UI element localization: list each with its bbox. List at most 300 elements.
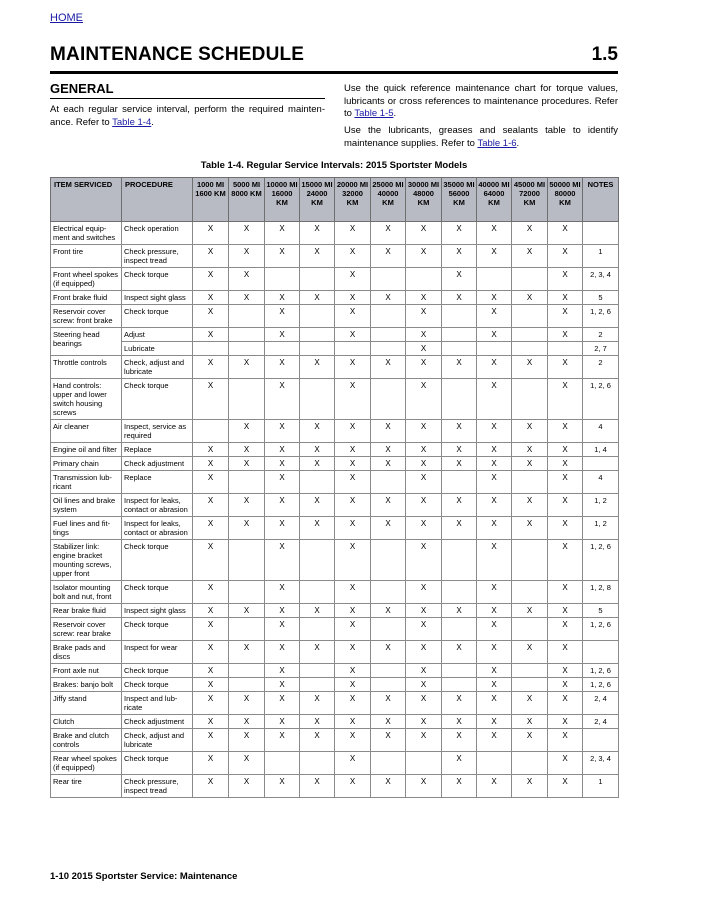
interval-cell: [442, 540, 477, 581]
interval-cell: X: [406, 328, 442, 342]
interval-cell: X: [193, 291, 229, 305]
interval-cell: [193, 342, 229, 356]
interval-cell: X: [335, 729, 371, 752]
interval-cell: X: [442, 268, 477, 291]
interval-cell: X: [442, 517, 477, 540]
interval-cell: X: [193, 222, 229, 245]
interval-cell: X: [442, 752, 477, 775]
interval-cell: X: [265, 328, 300, 342]
interval-cell: X: [335, 356, 371, 379]
interval-cell: X: [193, 604, 229, 618]
interval-cell: X: [442, 420, 477, 443]
interval-cell: X: [300, 715, 335, 729]
notes-cell: 5: [583, 291, 619, 305]
interval-cell: X: [300, 420, 335, 443]
interval-cell: X: [406, 678, 442, 692]
interval-cell: X: [300, 356, 335, 379]
interval-cell: X: [193, 328, 229, 342]
procedure-cell: Inspect for leaks, contact or abrasion: [122, 517, 193, 540]
interval-cell: X: [300, 641, 335, 664]
notes-cell: 1, 2, 6: [583, 618, 619, 641]
interval-cell: [229, 618, 265, 641]
procedure-cell: Lubricate: [122, 342, 193, 356]
notes-cell: 1, 2: [583, 494, 619, 517]
interval-cell: X: [406, 379, 442, 420]
table-row: [51, 356, 619, 379]
notes-cell: 1: [583, 245, 619, 268]
procedure-cell: Check torque: [122, 379, 193, 420]
interval-cell: X: [548, 752, 583, 775]
interval-cell: X: [371, 715, 406, 729]
item-serviced-cell: Rear wheel spokes (if equipped): [51, 752, 122, 775]
notes-cell: 1, 2, 6: [583, 540, 619, 581]
interval-cell: X: [477, 222, 512, 245]
interval-cell: [442, 471, 477, 494]
interval-cell: [265, 342, 300, 356]
interval-cell: X: [193, 729, 229, 752]
interval-cell: X: [406, 715, 442, 729]
interval-cell: X: [265, 715, 300, 729]
interval-cell: X: [229, 291, 265, 305]
interval-cell: X: [406, 222, 442, 245]
interval-cell: X: [193, 245, 229, 268]
interval-cell: X: [548, 775, 583, 798]
interval-cell: X: [512, 291, 548, 305]
interval-cell: [300, 540, 335, 581]
table-row: [51, 752, 619, 775]
interval-cell: X: [265, 678, 300, 692]
procedure-cell: Inspect sight glass: [122, 291, 193, 305]
general-paragraph-right-2: Use the lubricants, greases and sealants table to identify maintenance supplies. Refer to Table 1-6.: [344, 125, 618, 149]
table-row: [51, 457, 619, 471]
interval-cell: X: [406, 356, 442, 379]
interval-cell: X: [442, 729, 477, 752]
interval-cell: X: [371, 356, 406, 379]
interval-cell: X: [335, 222, 371, 245]
interval-cell: X: [229, 604, 265, 618]
interval-cell: X: [265, 494, 300, 517]
header-rule: [50, 71, 618, 74]
interval-cell: X: [229, 729, 265, 752]
page-title: MAINTENANCE SCHEDULE: [50, 44, 305, 65]
column-header: 50000 MI 80000 KM: [548, 178, 583, 222]
interval-cell: X: [477, 678, 512, 692]
notes-cell: 2, 4: [583, 715, 619, 729]
interval-cell: X: [265, 291, 300, 305]
interval-cell: X: [229, 443, 265, 457]
table-row: [51, 775, 619, 798]
item-serviced-cell: Oil lines and brake system: [51, 494, 122, 517]
table-1-6-link[interactable]: Table 1-6: [477, 137, 517, 149]
interval-cell: X: [512, 356, 548, 379]
interval-cell: X: [265, 471, 300, 494]
interval-cell: X: [371, 775, 406, 798]
interval-cell: X: [193, 692, 229, 715]
interval-cell: X: [477, 356, 512, 379]
interval-cell: X: [477, 664, 512, 678]
interval-cell: X: [265, 641, 300, 664]
interval-cell: X: [406, 305, 442, 328]
interval-cell: X: [548, 245, 583, 268]
interval-cell: X: [406, 618, 442, 641]
interval-cell: [512, 342, 548, 356]
interval-cell: X: [442, 604, 477, 618]
interval-cell: X: [548, 517, 583, 540]
interval-cell: X: [193, 752, 229, 775]
interval-cell: X: [548, 678, 583, 692]
item-serviced-cell: Front brake fluid: [51, 291, 122, 305]
interval-cell: X: [512, 457, 548, 471]
interval-cell: X: [229, 715, 265, 729]
interval-cell: [442, 328, 477, 342]
interval-cell: [512, 581, 548, 604]
table-1-4-link[interactable]: Table 1-4: [112, 116, 152, 128]
interval-cell: X: [335, 494, 371, 517]
procedure-cell: Check torque: [122, 305, 193, 328]
interval-cell: X: [406, 291, 442, 305]
interval-cell: X: [477, 245, 512, 268]
interval-cell: [300, 342, 335, 356]
interval-cell: X: [335, 379, 371, 420]
interval-cell: X: [335, 664, 371, 678]
notes-cell: 2, 4: [583, 692, 619, 715]
interval-cell: [512, 471, 548, 494]
procedure-cell: Check, adjust and lubricate: [122, 729, 193, 752]
interval-cell: [371, 678, 406, 692]
notes-cell: [583, 457, 619, 471]
interval-cell: X: [335, 678, 371, 692]
notes-cell: 1, 2, 6: [583, 678, 619, 692]
interval-cell: X: [229, 245, 265, 268]
procedure-cell: Inspect for leaks, contact or abrasion: [122, 494, 193, 517]
interval-cell: X: [300, 775, 335, 798]
interval-cell: X: [265, 540, 300, 581]
interval-cell: X: [193, 356, 229, 379]
interval-cell: X: [229, 268, 265, 291]
interval-cell: X: [229, 775, 265, 798]
interval-cell: X: [229, 356, 265, 379]
interval-cell: X: [406, 443, 442, 457]
notes-cell: [583, 641, 619, 664]
interval-cell: X: [300, 729, 335, 752]
interval-cell: X: [371, 692, 406, 715]
item-serviced-cell: Air cleaner: [51, 420, 122, 443]
item-serviced-cell: Jiffy stand: [51, 692, 122, 715]
table-caption: Table 1-4. Regular Service Intervals: 2015 Sportster Models: [200, 160, 468, 171]
procedure-cell: Check adjustment: [122, 457, 193, 471]
notes-cell: 1, 2, 6: [583, 664, 619, 678]
interval-cell: X: [406, 775, 442, 798]
table-row: [51, 305, 619, 328]
interval-cell: X: [477, 471, 512, 494]
interval-cell: [229, 379, 265, 420]
interval-cell: [371, 752, 406, 775]
interval-cell: X: [548, 471, 583, 494]
page-footer: 1-10 2015 Sportster Service: Maintenance: [50, 871, 238, 882]
general-paragraph-left: At each regular service interval, perform the required mainten-ance. Refer to Table 1-4.: [50, 104, 325, 128]
interval-cell: X: [265, 222, 300, 245]
interval-cell: X: [512, 729, 548, 752]
interval-cell: [371, 342, 406, 356]
interval-cell: X: [406, 692, 442, 715]
item-serviced-cell: Fuel lines and fit-tings: [51, 517, 122, 540]
item-serviced-cell: Front wheel spokes (if equipped): [51, 268, 122, 291]
interval-cell: [300, 328, 335, 342]
table-row: [51, 715, 619, 729]
column-header: 1000 MI 1600 KM: [193, 178, 229, 222]
interval-cell: X: [193, 379, 229, 420]
interval-cell: X: [265, 443, 300, 457]
notes-cell: [583, 729, 619, 752]
interval-cell: [371, 664, 406, 678]
interval-cell: X: [548, 443, 583, 457]
interval-cell: X: [406, 729, 442, 752]
interval-cell: [371, 618, 406, 641]
procedure-cell: Check torque: [122, 678, 193, 692]
notes-cell: 1, 2, 6: [583, 379, 619, 420]
item-serviced-cell: Stabilizer link: engine bracket mounting screws, upper front: [51, 540, 122, 581]
interval-cell: X: [193, 457, 229, 471]
interval-cell: X: [477, 618, 512, 641]
interval-cell: [512, 305, 548, 328]
service-intervals-table: [50, 177, 619, 798]
procedure-cell: Check torque: [122, 664, 193, 678]
notes-cell: 2, 7: [583, 342, 619, 356]
interval-cell: [229, 664, 265, 678]
procedure-cell: Replace: [122, 443, 193, 457]
interval-cell: X: [548, 729, 583, 752]
interval-cell: X: [193, 678, 229, 692]
item-serviced-cell: Throttle controls: [51, 356, 122, 379]
interval-cell: X: [193, 443, 229, 457]
interval-cell: [229, 581, 265, 604]
procedure-cell: Check torque: [122, 581, 193, 604]
item-serviced-cell: Reservoir cover screw: front brake: [51, 305, 122, 328]
interval-cell: X: [371, 222, 406, 245]
interval-cell: X: [477, 715, 512, 729]
interval-cell: [229, 678, 265, 692]
interval-cell: X: [512, 604, 548, 618]
column-header: 15000 MI 24000 KM: [300, 178, 335, 222]
interval-cell: X: [477, 517, 512, 540]
item-serviced-cell: Transmission lub-ricant: [51, 471, 122, 494]
interval-cell: [229, 328, 265, 342]
column-header: PROCEDURE: [122, 178, 193, 222]
notes-cell: 4: [583, 471, 619, 494]
interval-cell: X: [406, 517, 442, 540]
interval-cell: [229, 471, 265, 494]
interval-cell: X: [335, 245, 371, 268]
interval-cell: X: [193, 494, 229, 517]
interval-cell: [300, 471, 335, 494]
interval-cell: X: [300, 494, 335, 517]
interval-cell: X: [265, 245, 300, 268]
interval-cell: X: [406, 457, 442, 471]
interval-cell: X: [548, 457, 583, 471]
interval-cell: X: [335, 291, 371, 305]
interval-cell: [442, 379, 477, 420]
page-header: [50, 44, 618, 70]
interval-cell: X: [229, 752, 265, 775]
procedure-cell: Check torque: [122, 618, 193, 641]
interval-cell: [442, 342, 477, 356]
item-serviced-cell: Clutch: [51, 715, 122, 729]
interval-cell: X: [442, 494, 477, 517]
interval-cell: X: [548, 618, 583, 641]
interval-cell: X: [265, 692, 300, 715]
interval-cell: [512, 752, 548, 775]
interval-cell: X: [371, 494, 406, 517]
interval-cell: [300, 678, 335, 692]
interval-cell: X: [371, 443, 406, 457]
procedure-cell: Check torque: [122, 752, 193, 775]
table-1-5-link[interactable]: Table 1-5: [354, 108, 394, 119]
item-serviced-cell: Brakes: banjo bolt: [51, 678, 122, 692]
interval-cell: X: [548, 222, 583, 245]
interval-cell: X: [512, 517, 548, 540]
section-number: 1.5: [591, 44, 618, 65]
interval-cell: X: [265, 604, 300, 618]
interval-cell: X: [193, 618, 229, 641]
interval-cell: [512, 379, 548, 420]
interval-cell: X: [548, 328, 583, 342]
procedure-cell: Inspect and lub-ricate: [122, 692, 193, 715]
column-header: 20000 MI 32000 KM: [335, 178, 371, 222]
column-header: NOTES: [583, 178, 619, 222]
procedure-cell: Adjust: [122, 328, 193, 342]
interval-cell: X: [335, 471, 371, 494]
interval-cell: X: [442, 641, 477, 664]
section-rule: [50, 98, 325, 99]
interval-cell: X: [300, 517, 335, 540]
interval-cell: X: [512, 420, 548, 443]
interval-cell: [300, 618, 335, 641]
column-header: 25000 MI 40000 KM: [371, 178, 406, 222]
interval-cell: [300, 664, 335, 678]
interval-cell: [300, 268, 335, 291]
table-row: [51, 328, 619, 342]
interval-cell: X: [512, 443, 548, 457]
interval-cell: X: [512, 494, 548, 517]
interval-cell: X: [477, 581, 512, 604]
interval-cell: X: [406, 664, 442, 678]
interval-cell: X: [477, 379, 512, 420]
notes-cell: 5: [583, 604, 619, 618]
interval-cell: X: [477, 729, 512, 752]
interval-cell: [512, 618, 548, 641]
interval-cell: [371, 471, 406, 494]
interval-cell: [512, 678, 548, 692]
interval-cell: X: [406, 420, 442, 443]
interval-cell: X: [265, 356, 300, 379]
item-serviced-cell: Steering head bearings: [51, 328, 122, 356]
interval-cell: X: [406, 540, 442, 581]
interval-cell: X: [193, 471, 229, 494]
table-row: [51, 291, 619, 305]
interval-cell: X: [335, 604, 371, 618]
table-header-row: [51, 178, 619, 222]
interval-cell: X: [229, 517, 265, 540]
item-serviced-cell: Rear tire: [51, 775, 122, 798]
column-header: ITEM SERVICED: [51, 178, 122, 222]
procedure-cell: Inspect sight glass: [122, 604, 193, 618]
procedure-cell: Check operation: [122, 222, 193, 245]
interval-cell: X: [229, 641, 265, 664]
interval-cell: X: [548, 379, 583, 420]
procedure-cell: Check, adjust and lubricate: [122, 356, 193, 379]
interval-cell: X: [335, 420, 371, 443]
interval-cell: X: [442, 222, 477, 245]
section-heading: GENERAL: [50, 81, 114, 96]
interval-cell: [406, 268, 442, 291]
interval-cell: [371, 540, 406, 581]
interval-cell: X: [335, 692, 371, 715]
procedure-cell: Check torque: [122, 540, 193, 581]
interval-cell: X: [265, 775, 300, 798]
interval-cell: X: [548, 420, 583, 443]
interval-cell: [300, 581, 335, 604]
column-header: 30000 MI 48000 KM: [406, 178, 442, 222]
interval-cell: X: [477, 692, 512, 715]
interval-cell: X: [442, 775, 477, 798]
interval-cell: [512, 328, 548, 342]
interval-cell: X: [335, 618, 371, 641]
procedure-cell: Check pressure, inspect tread: [122, 245, 193, 268]
procedure-cell: Check pressure, inspect tread: [122, 775, 193, 798]
interval-cell: X: [548, 268, 583, 291]
interval-cell: [442, 664, 477, 678]
interval-cell: [265, 268, 300, 291]
interval-cell: X: [406, 245, 442, 268]
interval-cell: X: [406, 471, 442, 494]
interval-cell: X: [335, 581, 371, 604]
table-row: [51, 618, 619, 641]
notes-cell: 4: [583, 420, 619, 443]
interval-cell: X: [548, 692, 583, 715]
interval-cell: X: [442, 715, 477, 729]
interval-cell: X: [335, 443, 371, 457]
column-header: 40000 MI 64000 KM: [477, 178, 512, 222]
interval-cell: X: [477, 305, 512, 328]
interval-cell: X: [265, 581, 300, 604]
interval-cell: X: [229, 457, 265, 471]
interval-cell: X: [548, 305, 583, 328]
interval-cell: X: [477, 291, 512, 305]
table-row: [51, 494, 619, 517]
interval-cell: [477, 752, 512, 775]
interval-cell: [335, 342, 371, 356]
interval-cell: X: [335, 457, 371, 471]
interval-cell: X: [442, 245, 477, 268]
home-link[interactable]: HOME: [50, 12, 83, 24]
interval-cell: X: [193, 540, 229, 581]
table-row: [51, 245, 619, 268]
procedure-cell: Replace: [122, 471, 193, 494]
interval-cell: X: [371, 457, 406, 471]
interval-cell: X: [300, 291, 335, 305]
interval-cell: [512, 268, 548, 291]
interval-cell: [193, 420, 229, 443]
interval-cell: X: [229, 692, 265, 715]
interval-cell: X: [229, 420, 265, 443]
interval-cell: X: [477, 641, 512, 664]
interval-cell: X: [406, 604, 442, 618]
interval-cell: [442, 305, 477, 328]
interval-cell: X: [406, 641, 442, 664]
interval-cell: [229, 342, 265, 356]
interval-cell: X: [512, 222, 548, 245]
interval-cell: X: [335, 540, 371, 581]
